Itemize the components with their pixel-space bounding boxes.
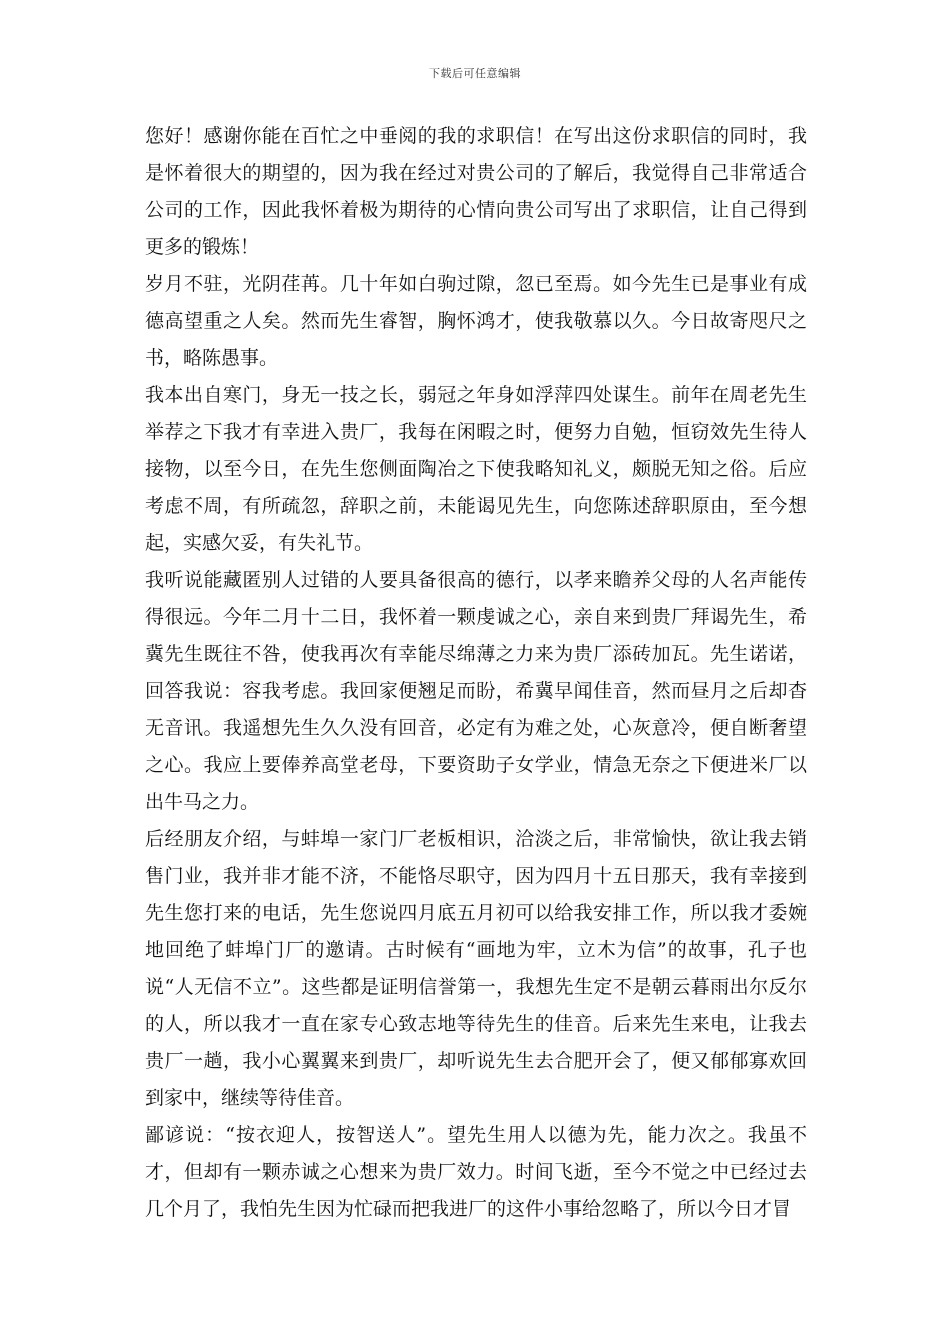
paragraph-request: 鄙谚说：“按衣迎人，按智送人”。望先生用人以德为先，能力次之。我虽不才，但却有一颗赤诚之心想来为贵厂效力。时间飞逝，至今不觉之中已经过去几个月了，我怕先生因为忙碌而把我进厂的这件小事给忽略了，所以今日才冒 (145, 1124, 807, 1220)
page-header: 下载后可任意编辑 (429, 67, 521, 80)
paragraph-greeting: 您好！感谢你能在百忙之中垂阅的我的求职信！在写出这份求职信的同时，我是怀着很大的期望的，因为我在经过对贵公司的了解后，我觉得自己非常适合公司的工作，因此我怀着极为期待的心情向贵公司写出了求职信，让自己得到更多的锻炼！ (145, 125, 807, 258)
letter-body (145, 118, 807, 1228)
paragraph-waiting: 后经朋友介绍，与蚌埠一家门厂老板相识，洽淡之后，非常愉快，欲让我去销售门业，我并非才能不济，不能恪尽职守，因为四月十五日那天，我有幸接到先生您打来的电话，先生您说四月底五月初可以给我安排工作，所以我才委婉地回绝了蚌埠门厂的邀请。古时候有“画地为牢，立木为信”的故事，孔子也说“人无信不立”。这些都是证明信誉第一，我想先生定不是朝云暮雨出尔反尔的人，所以我才一直在家专心致志地等待先生的佳音。后来先生来电，让我去贵厂一趟，我小心翼翼来到贵厂，却听说先生去合肥开会了，便又郁郁寡欢回到家中，继续等待佳音。 (145, 828, 807, 1109)
paragraph-background: 我本出自寒门，身无一技之长，弱冠之年身如浮萍四处谋生。前年在周老先生举荐之下我才有幸进入贵厂，我每在闲暇之时，便努力自勉，恒窃效先生待人接物，以至今日，在先生您侧面陶冶之下使我略知礼义，颇脱无知之俗。后应考虑不周，有所疏忽，辞职之前，未能谒见先生，向您陈述辞职原由，至今想起，实感欠妥，有失礼节。 (145, 384, 807, 554)
paragraph-time-passing: 岁月不驻，光阴荏苒。几十年如白驹过隙，忽已至焉。如今先生已是事业有成德高望重之人矣。然而先生睿智，胸怀鸿才，使我敬慕以久。今日故寄咫尺之书，略陈愚事。 (145, 273, 807, 369)
paragraph-visit: 我听说能藏匿别人过错的人要具备很高的德行，以孝来瞻养父母的人名声能传得很远。今年二月十二日，我怀着一颗虔诚之心，亲自来到贵厂拜谒先生，希冀先生既往不咎，使我再次有幸能尽绵薄之力来为贵厂添砖加瓦。先生诺诺，回答我说：容我考虑。我回家便翘足而盼，希冀早闻佳音，然而昼月之后却杳无音讯。我遥想先生久久没有回音，必定有为难之处，心灰意冷，便自断奢望之心。我应上要俸养高堂老母，下要资助子女学业，情急无奈之下便进米厂以出牛马之力。 (145, 569, 807, 813)
